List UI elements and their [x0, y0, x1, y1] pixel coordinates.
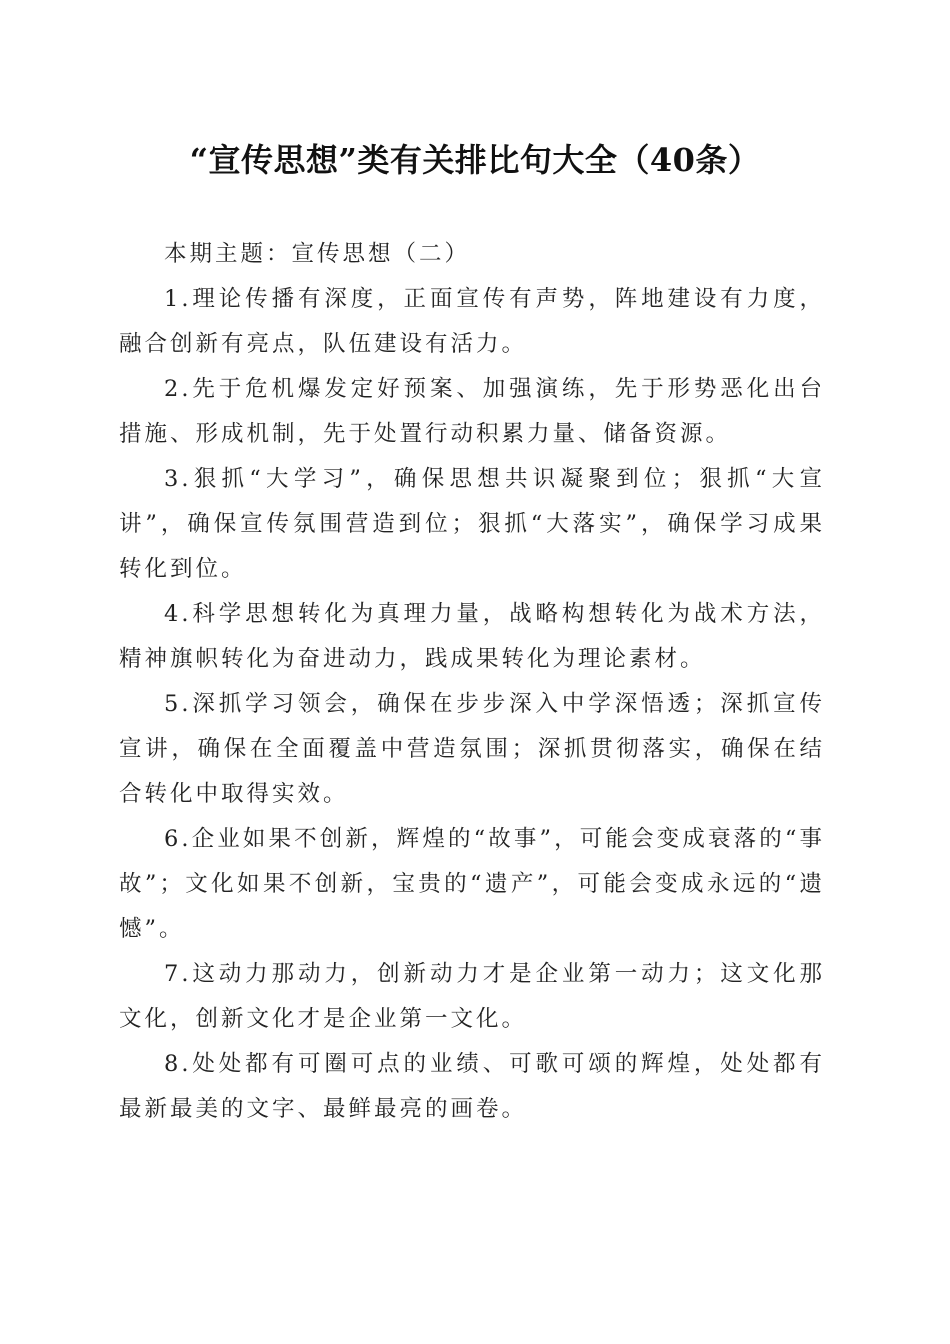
topic-line: 本期主题：宣传思想（二） — [164, 241, 471, 267]
list-item: 6.企业如果不创新，辉煌的“故事”，可能会变成衰落的“事故”；文化如果不创新，宝贵的“遗产”，可能会变成永远的“遗憾”。 — [119, 826, 825, 942]
document-title: “宣传思想”类有关排比句大全（40条） — [189, 141, 761, 179]
list-item: 8.处处都有可圈可点的业绩、可歌可颂的辉煌，处处都有最新最美的文字、最鲜最亮的画卷。 — [119, 1051, 825, 1122]
document-body — [119, 232, 825, 1132]
list-item: 2.先于危机爆发定好预案、加强演练，先于形势恶化出台措施、形成机制，先于处置行动积累力量、储备资源。 — [119, 376, 825, 447]
list-item: 5.深抓学习领会，确保在步步深入中学深悟透；深抓宣传宣讲，确保在全面覆盖中营造氛围；深抓贯彻落实，确保在结合转化中取得实效。 — [119, 691, 825, 807]
list-item: 3.狠抓“大学习”，确保思想共识凝聚到位；狠抓“大宣讲”，确保宣传氛围营造到位；狠抓“大落实”，确保学习成果转化到位。 — [119, 466, 825, 582]
list-item: 7.这动力那动力，创新动力才是企业第一动力；这文化那文化，创新文化才是企业第一文化。 — [119, 961, 825, 1032]
list-item: 4.科学思想转化为真理力量，战略构想转化为战术方法，精神旗帜转化为奋进动力，践成果转化为理论素材。 — [119, 601, 825, 672]
list-item: 1.理论传播有深度，正面宣传有声势，阵地建设有力度，融合创新有亮点，队伍建设有活力。 — [119, 286, 825, 357]
